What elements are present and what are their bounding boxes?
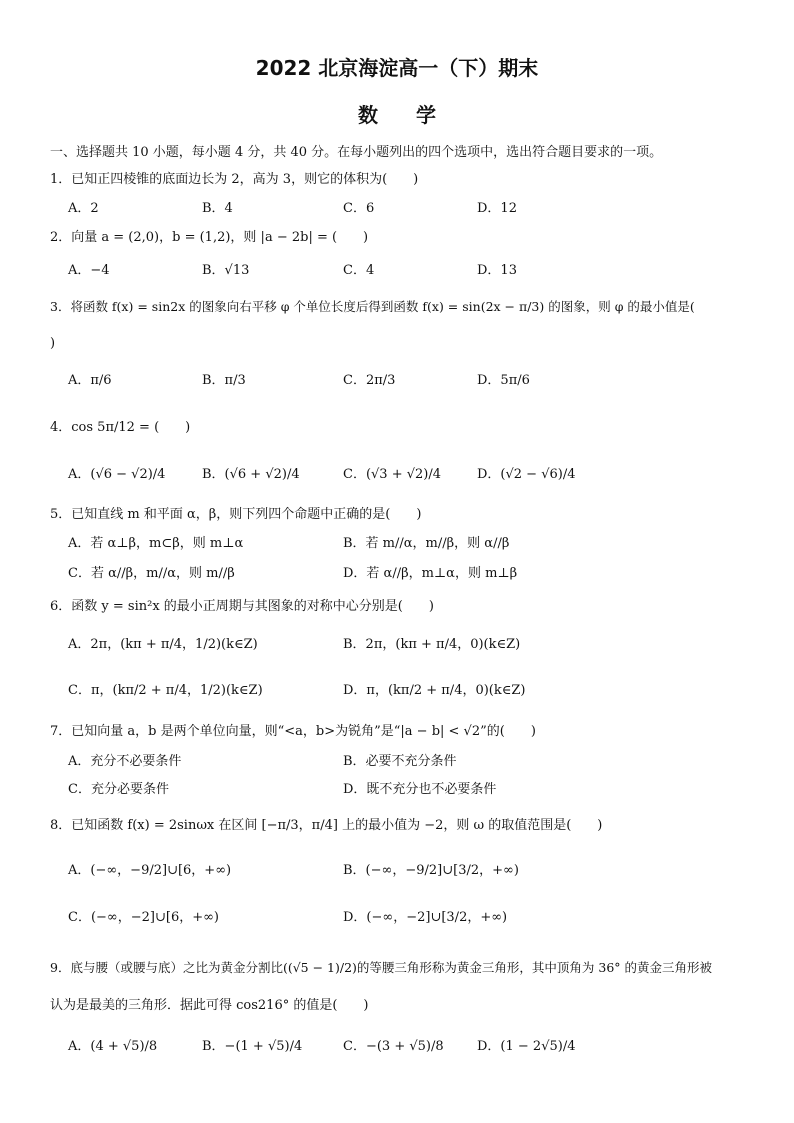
q8-option-a: A．(−∞，−9/2]∪[6，+∞) — [68, 863, 232, 878]
q9-option-c: C．−(3 + √5)/8 — [343, 1039, 444, 1054]
q5-option-c: C．若 α//β，m//α，则 m//β — [68, 566, 235, 581]
q8-option-b: B．(−∞，−9/2]∪[3/2，+∞) — [343, 863, 519, 878]
q8-option-d: D．(−∞，−2]∪[3/2，+∞) — [343, 910, 508, 925]
q5-option-d: D．若 α//β，m⊥α，则 m⊥β — [343, 566, 518, 581]
q4-option-c: C．(√3 + √2)/4 — [343, 467, 442, 482]
q1-option-c: C．6 — [343, 201, 375, 216]
q6-option-b: B．2π，(kπ + π/4，0)(k∈Z) — [343, 637, 521, 652]
question-9-stem-cont: 认为是最美的三角形．据此可得 cos216° 的值是( ) — [50, 998, 369, 1013]
q8-option-c: C．(−∞，−2]∪[6，+∞) — [68, 910, 220, 925]
question-9-stem: 9．底与腰（或腰与底）之比为黄金分割比((√5 − 1)/2)的等腰三角形称为黄金三角形，其中顶角为 36° 的黄金三角形被 — [50, 960, 713, 975]
question-1-stem: 1．已知正四棱锥的底面边长为 2，高为 3，则它的体积为( ) — [50, 172, 419, 187]
question-5-stem: 5．已知直线 m 和平面 α，β，则下列四个命题中正确的是( ) — [50, 507, 422, 522]
q2-option-b: B．√13 — [202, 263, 250, 278]
q2-option-a: A．−4 — [68, 263, 110, 278]
question-3-stem-cont: ) — [50, 336, 56, 351]
q3-option-a: A．π/6 — [68, 373, 112, 388]
q4-option-b: B．(√6 + √2)/4 — [202, 467, 300, 482]
q5-option-a: A．若 α⊥β，m⊂β，则 m⊥α — [68, 536, 244, 551]
q2-option-c: C．4 — [343, 263, 375, 278]
q2-option-d: D．13 — [477, 263, 517, 278]
section-header: 一、选择题共 10 小题，每小题 4 分，共 40 分。在每小题列出的四个选项中，选出符合题目要求的一项。 — [50, 145, 663, 160]
q1-option-a: A．2 — [68, 201, 99, 216]
q6-option-d: D．π，(kπ/2 + π/4，0)(k∈Z) — [343, 683, 526, 698]
q9-option-d: D．(1 − 2√5)/4 — [477, 1039, 576, 1054]
q3-option-c: C．2π/3 — [343, 373, 396, 388]
q3-option-d: D．5π/6 — [477, 373, 530, 388]
question-3-stem: 3．将函数 f(x) = sin2x 的图象向右平移 φ 个单位长度后得到函数 f(x) = sin(2x − π/3) 的图象，则 φ 的最小值是( — [50, 299, 695, 314]
q7-option-d: D．既不充分也不必要条件 — [343, 782, 497, 797]
question-6-stem: 6．函数 y = sin²x 的最小正周期与其图象的对称中心分别是( ) — [50, 599, 434, 614]
q3-option-b: B．π/3 — [202, 373, 246, 388]
q9-option-a: A．(4 + √5)/8 — [68, 1039, 158, 1054]
q9-option-b: B．−(1 + √5)/4 — [202, 1039, 303, 1054]
question-4-stem: 4．cos 5π/12 = ( ) — [50, 420, 191, 435]
page-title: 2022 北京海淀高一（下）期末 — [255, 56, 539, 80]
question-2-stem: 2．向量 a = (2,0)，b = (1,2)，则 |a − 2b| = ( ) — [50, 230, 369, 245]
q1-option-d: D．12 — [477, 201, 517, 216]
q5-option-b: B．若 m//α，m//β，则 α//β — [343, 536, 510, 551]
subject-title: 数学 — [358, 103, 474, 127]
q7-option-c: C．充分必要条件 — [68, 782, 169, 797]
q4-option-a: A．(√6 − √2)/4 — [68, 467, 166, 482]
q6-option-a: A．2π，(kπ + π/4，1/2)(k∈Z) — [68, 637, 258, 652]
q7-option-a: A．充分不必要条件 — [68, 754, 182, 769]
q6-option-c: C．π，(kπ/2 + π/4，1/2)(k∈Z) — [68, 683, 263, 698]
question-8-stem: 8．已知函数 f(x) = 2sinωx 在区间 [−π/3，π/4] 上的最小值为 −2，则 ω 的取值范围是( ) — [50, 818, 603, 833]
q4-option-d: D．(√2 − √6)/4 — [477, 467, 576, 482]
q7-option-b: B．必要不充分条件 — [343, 754, 457, 769]
question-7-stem: 7．已知向量 a，b 是两个单位向量，则“<a，b>为锐角”是“|a − b| < √2”的( ) — [50, 724, 536, 739]
q1-option-b: B．4 — [202, 201, 233, 216]
